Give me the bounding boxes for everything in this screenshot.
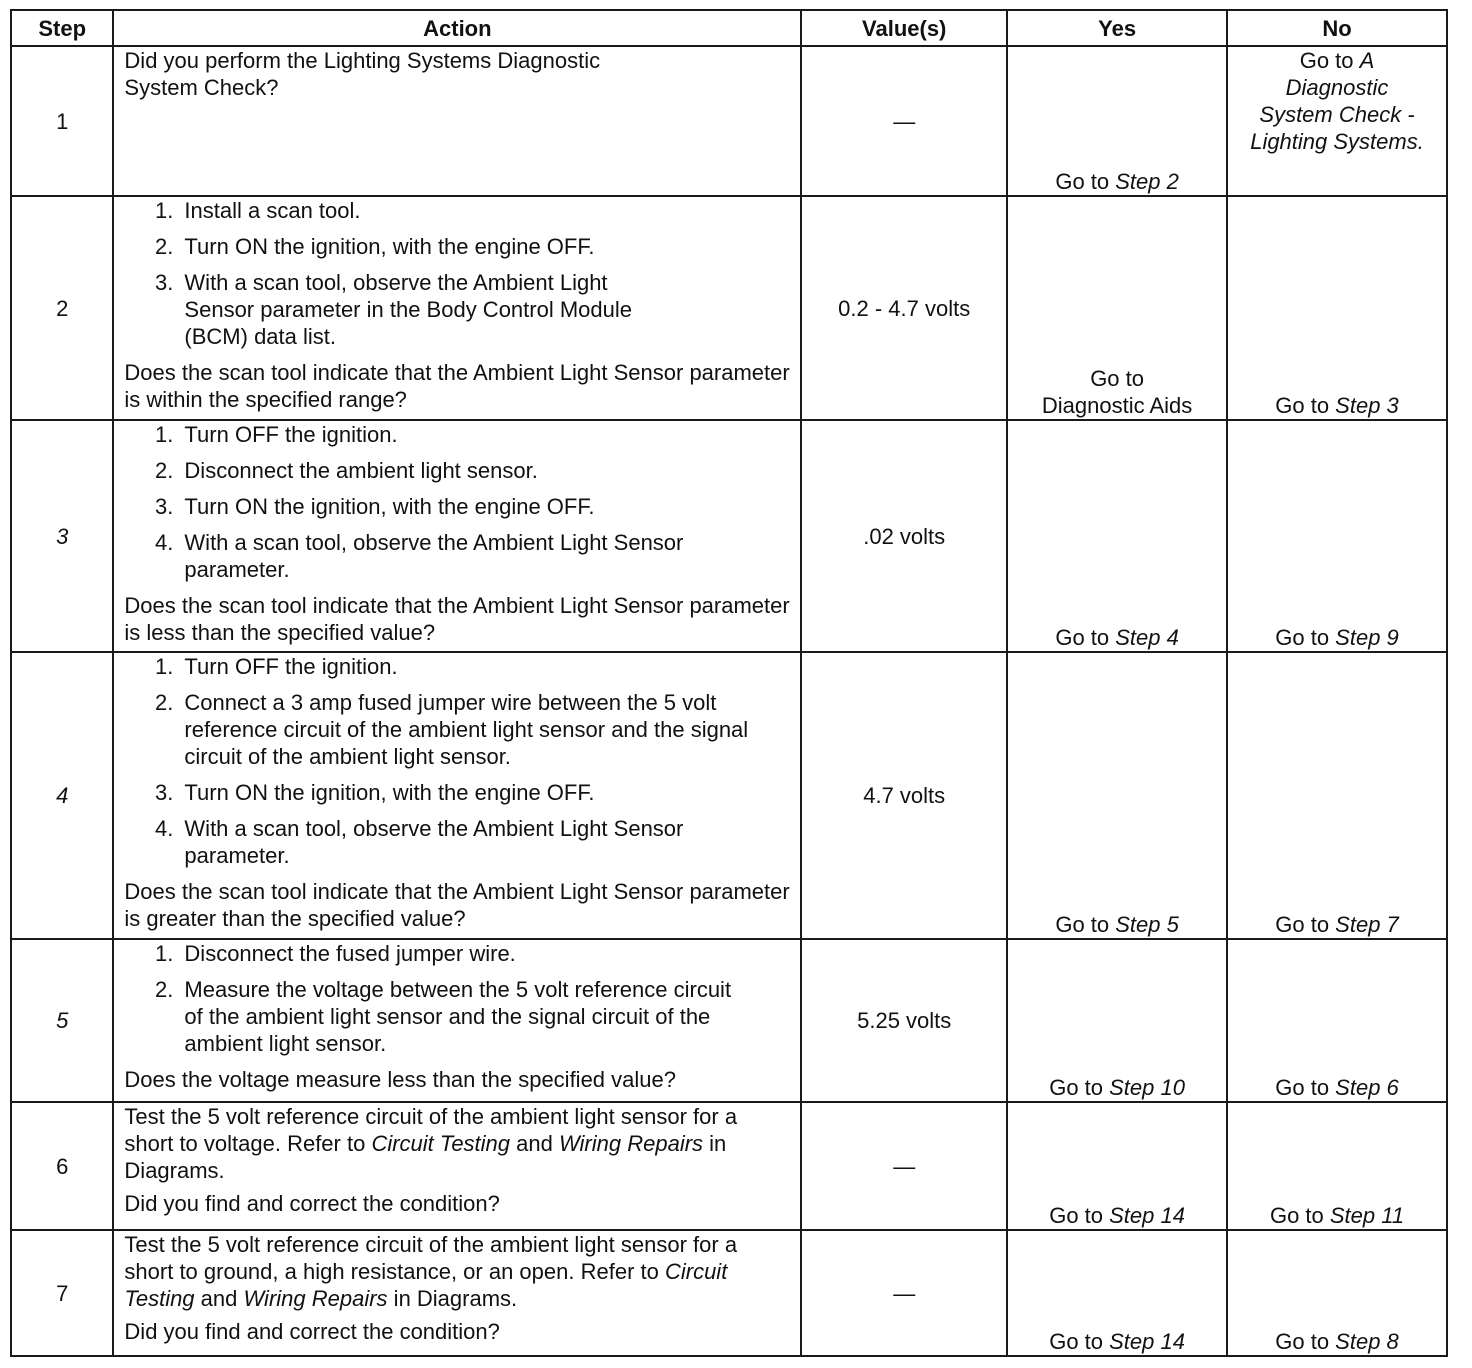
no-target-link[interactable]: Step 3 — [1335, 393, 1399, 418]
step-number: 4 — [11, 652, 113, 939]
question-text: Does the scan tool indicate that the Ambient Light Sensor parameter is within the specified range? — [124, 360, 790, 412]
procedure-step: 1. Turn OFF the ignition. — [179, 653, 790, 680]
action-cell — [113, 46, 801, 196]
no-target-link[interactable]: Step 11 — [1329, 1203, 1405, 1228]
question-text: Did you find and correct the condition? — [124, 1191, 500, 1216]
yes-target-link[interactable]: Step 5 — [1115, 912, 1179, 937]
action-text: Did you perform the Lighting Systems Diagnostic System Check? — [124, 48, 601, 100]
instruction-text: in Diagrams. — [124, 1131, 727, 1183]
no-cell — [1227, 1230, 1447, 1356]
no-cell — [1227, 420, 1447, 652]
circuit-testing-link[interactable]: Circuit Testing — [124, 1259, 728, 1311]
header-action: Action — [113, 10, 801, 46]
yes-target-link[interactable]: Step 14 — [1109, 1329, 1185, 1354]
yes-target-link[interactable]: Diagnostic Aids — [1041, 393, 1193, 418]
value-cell: 0.2 - 4.7 volts — [801, 196, 1007, 420]
no-prefix: Go to — [1275, 393, 1336, 418]
value-cell: — — [801, 1230, 1007, 1356]
no-target-link[interactable]: Step 8 — [1335, 1329, 1399, 1354]
yes-prefix: Go to — [1049, 1203, 1110, 1228]
yes-target-link[interactable]: Step 4 — [1115, 625, 1179, 650]
no-cell — [1227, 939, 1447, 1102]
no-cell — [1227, 46, 1447, 196]
step-number: 6 — [11, 1102, 113, 1230]
step-number: 5 — [11, 939, 113, 1102]
yes-cell — [1007, 196, 1227, 420]
instruction-text: and — [194, 1286, 244, 1311]
no-cell — [1227, 1102, 1447, 1230]
wiring-repairs-link[interactable]: Wiring Repairs — [243, 1286, 388, 1311]
procedure-step: 4. With a scan tool, observe the Ambient Light Sensor parameter. — [179, 529, 790, 583]
step-number: 1 — [11, 46, 113, 196]
yes-prefix: Go to — [1049, 1075, 1110, 1100]
no-target-link[interactable]: Step 9 — [1335, 625, 1399, 650]
header-values: Value(s) — [801, 10, 1007, 46]
question-text: Does the scan tool indicate that the Ambient Light Sensor parameter is less than the specified value? — [124, 593, 790, 645]
yes-target-link[interactable]: Step 10 — [1109, 1075, 1185, 1100]
question-text: Does the voltage measure less than the specified value? — [124, 1067, 676, 1092]
procedure-list — [124, 197, 790, 350]
procedure-list — [124, 940, 790, 1057]
no-prefix: Go to — [1269, 1203, 1330, 1228]
procedure-step: 1. Disconnect the fused jumper wire. — [179, 940, 750, 967]
header-yes: Yes — [1007, 10, 1227, 46]
yes-cell — [1007, 1230, 1227, 1356]
procedure-step: 2. Disconnect the ambient light sensor. — [179, 457, 790, 484]
action-cell — [113, 196, 801, 420]
yes-target-link[interactable]: Step 14 — [1109, 1203, 1185, 1228]
header-no: No — [1227, 10, 1447, 46]
no-prefix: Go to — [1275, 1075, 1336, 1100]
header-row — [11, 10, 1447, 46]
action-cell — [113, 1102, 801, 1230]
instruction-paragraph — [124, 1103, 790, 1184]
value-cell: — — [801, 46, 1007, 196]
no-target-link[interactable]: A Diagnostic System Check - Lighting Systems. — [1250, 48, 1424, 154]
no-target-link[interactable]: Step 6 — [1335, 1075, 1399, 1100]
yes-target-link[interactable]: Step 2 — [1115, 169, 1179, 194]
no-prefix: Go to — [1275, 912, 1336, 937]
action-cell — [113, 939, 801, 1102]
no-prefix: Go to — [1275, 1329, 1336, 1354]
procedure-step: 3. With a scan tool, observe the Ambient Light Sensor parameter in the Body Control Module (BCM) data list. — [179, 269, 740, 350]
question-text: Does the scan tool indicate that the Ambient Light Sensor parameter is greater than the specified value? — [124, 879, 790, 931]
value-cell: — — [801, 1102, 1007, 1230]
instruction-text: Test the 5 volt reference circuit of the ambient light sensor for a short to ground, a high resistance, or an open. Refer to — [124, 1232, 738, 1284]
value-cell: .02 volts — [801, 420, 1007, 652]
procedure-list — [124, 421, 790, 583]
procedure-list — [124, 653, 790, 869]
procedure-step: 4. With a scan tool, observe the Ambient Light Sensor parameter. — [179, 815, 790, 869]
table-row — [11, 1230, 1447, 1356]
procedure-step: 2. Turn ON the ignition, with the engine OFF. — [179, 233, 740, 260]
procedure-step: 2. Connect a 3 amp fused jumper wire between the 5 volt reference circuit of the ambient light sensor and the signal circuit of the ambient light sensor. — [179, 689, 790, 770]
step-number: 2 — [11, 196, 113, 420]
table-row — [11, 652, 1447, 939]
instruction-paragraph — [124, 1231, 790, 1312]
diagnostic-table — [10, 9, 1448, 1357]
step-number: 3 — [11, 420, 113, 652]
no-prefix: Go to — [1275, 625, 1336, 650]
value-cell: 5.25 volts — [801, 939, 1007, 1102]
no-cell — [1227, 652, 1447, 939]
yes-prefix: Go to — [1049, 1329, 1110, 1354]
instruction-text: and — [510, 1131, 559, 1156]
wiring-repairs-link[interactable]: Wiring Repairs — [558, 1131, 704, 1156]
action-cell — [113, 1230, 801, 1356]
no-prefix: Go to — [1299, 48, 1360, 73]
no-target-link[interactable]: Step 7 — [1335, 912, 1399, 937]
table-row — [11, 46, 1447, 196]
procedure-step: 2. Measure the voltage between the 5 volt reference circuit of the ambient light sensor and the signal circuit of the ambient light sensor. — [179, 976, 750, 1057]
table-row — [11, 196, 1447, 420]
procedure-step: 3. Turn ON the ignition, with the engine OFF. — [179, 779, 790, 806]
table-row — [11, 939, 1447, 1102]
yes-prefix: Go to — [1055, 912, 1116, 937]
procedure-step: 1. Install a scan tool. — [179, 197, 740, 224]
table-row — [11, 1102, 1447, 1230]
table-row — [11, 420, 1447, 652]
procedure-step: 3. Turn ON the ignition, with the engine OFF. — [179, 493, 790, 520]
yes-prefix: Go to — [1090, 366, 1144, 391]
yes-cell — [1007, 1102, 1227, 1230]
yes-cell — [1007, 652, 1227, 939]
circuit-testing-link[interactable]: Circuit Testing — [371, 1131, 511, 1156]
procedure-step: 1. Turn OFF the ignition. — [179, 421, 790, 448]
header-step: Step — [11, 10, 113, 46]
yes-cell — [1007, 939, 1227, 1102]
step-number: 7 — [11, 1230, 113, 1356]
value-cell: 4.7 volts — [801, 652, 1007, 939]
action-cell — [113, 652, 801, 939]
yes-cell — [1007, 420, 1227, 652]
yes-prefix: Go to — [1055, 625, 1116, 650]
yes-prefix: Go to — [1055, 169, 1116, 194]
question-text: Did you find and correct the condition? — [124, 1319, 500, 1344]
yes-cell — [1007, 46, 1227, 196]
no-cell — [1227, 196, 1447, 420]
action-cell — [113, 420, 801, 652]
instruction-text: Test the 5 volt reference circuit of the ambient light sensor for a short to voltage. Refer to — [124, 1104, 738, 1156]
instruction-text: in Diagrams. — [387, 1286, 518, 1311]
